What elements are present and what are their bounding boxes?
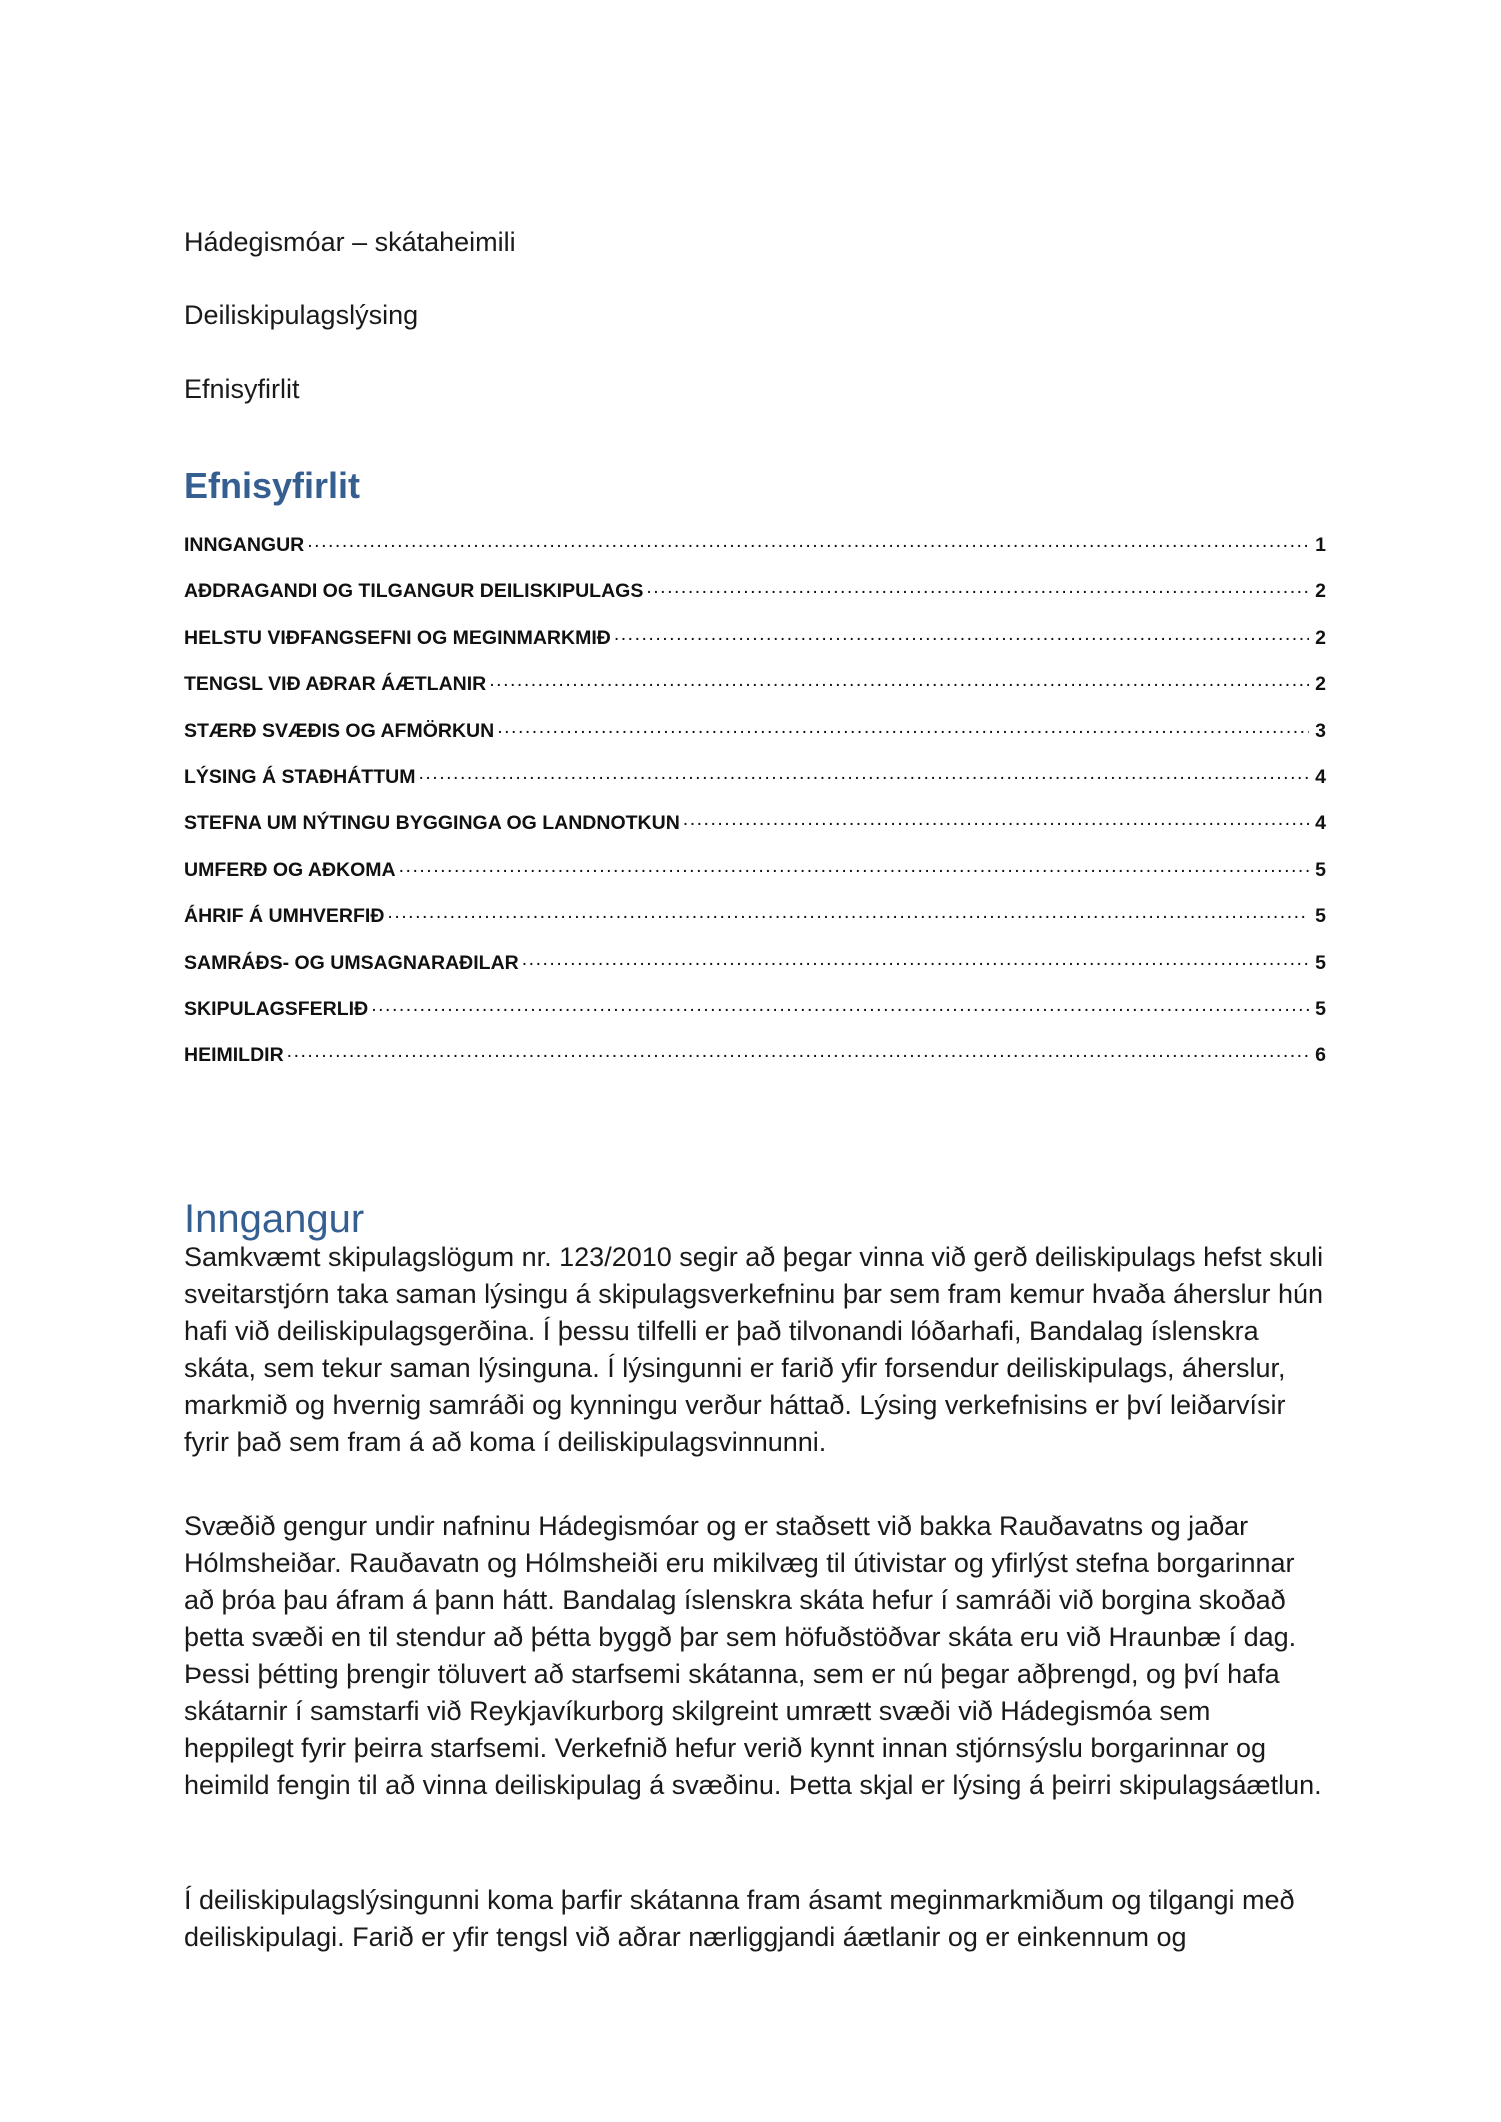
toc-entry-title: TENGSL VIÐ AÐRAR ÁÆTLANIR [184, 673, 487, 696]
toc-entry-page: 2 [1315, 626, 1326, 649]
toc-entry-title: UMFERÐ OG AÐKOMA [184, 858, 396, 881]
toc-entry-page: 6 [1315, 1044, 1326, 1067]
table-of-contents [184, 531, 1326, 1088]
document-title: Hádegismóar – skátaheimili [184, 227, 516, 257]
toc-dot-leader [418, 763, 1309, 783]
toc-entry-heimildir[interactable] [184, 1041, 1326, 1087]
toc-entry-stefna[interactable] [184, 809, 1326, 855]
toc-entry-ahrif[interactable] [184, 902, 1326, 948]
toc-heading: Efnisyfirlit [184, 465, 361, 506]
toc-dot-leader [646, 577, 1309, 597]
section-heading-inngangur: Inngangur [184, 1197, 365, 1241]
toc-entry-page: 5 [1315, 858, 1326, 881]
toc-entry-skipulagsferlid[interactable] [184, 995, 1326, 1041]
toc-entry-page: 5 [1315, 997, 1326, 1020]
toc-entry-title: STÆRÐ SVÆÐIS OG AFMÖRKUN [184, 719, 495, 742]
toc-entry-title: ÁHRIF Á UMHVERFIÐ [184, 905, 385, 928]
toc-entry-page: 3 [1315, 719, 1326, 742]
toc-dot-leader [497, 717, 1309, 737]
toc-entry-title: HELSTU VIÐFANGSEFNI OG MEGINMARKMIÐ [184, 626, 611, 649]
toc-dot-leader [371, 995, 1309, 1015]
toc-entry-umferd[interactable] [184, 856, 1326, 902]
toc-entry-page: 4 [1315, 765, 1326, 788]
toc-dot-leader [522, 949, 1309, 969]
toc-entry-page: 5 [1315, 951, 1326, 974]
toc-dot-leader [307, 531, 1309, 551]
toc-entry-title: SAMRÁÐS- OG UMSAGNARAÐILAR [184, 951, 519, 974]
intro-paragraph-1: Samkvæmt skipulagslögum nr. 123/2010 segir að þegar vinna við gerð deiliskipulags hefst skuli sveitarstjórn taka saman lýsingu á skipulagsverkefninu þar sem fram kemur hvaða áherslur hún hafi við deiliskipulagsgerðina. Í þessu tilfelli er það tilvonandi lóðarhafi, Bandalag íslenskra skáta, sem tekur saman lýsinguna. Í lýsingunni er farið yfir forsendur deiliskipulags, áherslur, markmið og hvernig samráði og kynningu verður háttað. Lýsing verkefnisins er því leiðarvísir fyrir það sem fram á að koma í deiliskipulagsvinnunni. [184, 1242, 1324, 1457]
toc-entry-page: 2 [1315, 673, 1326, 696]
intro-paragraph-2: Svæðið gengur undir nafninu Hádegismóar og er staðsett við bakka Rauðavatns og jaðar Hólmsheiðar. Rauðavatn og Hólmsheiði eru mikilvæg til útivistar og yfirlýst stefna borgarinnar að þróa þau áfram á þann hátt. Bandalag íslenskra skáta hefur í samráði við borgina skoðað þetta svæði en til stendur að þétta byggð þar sem höfuðstöðvar skáta eru við Hraunbæ í dag. Þessi þétting þrengir töluvert að starfsemi skátanna, sem er nú þegar aðþrengd, og því hafa skátarnir í samstarfi við Reykjavíkurborg skilgreint umrætt svæði við Hádegismóa sem heppilegt fyrir þeirra starfsemi. Verkefnið hefur verið kynnt innan stjórnsýslu borgarinnar og heimild fengin til að vinna deiliskipulag á svæðinu. Þetta skjal er lýsing á þeirri skipulagsáætlun. [184, 1511, 1322, 1800]
toc-entry-title: LÝSING Á STAÐHÁTTUM [184, 765, 416, 788]
toc-entry-page: 5 [1315, 905, 1326, 928]
toc-entry-page: 2 [1315, 580, 1326, 603]
toc-entry-title: INNGANGUR [184, 534, 305, 556]
toc-entry-inngangur[interactable] [184, 531, 1326, 577]
toc-dot-leader [614, 624, 1309, 644]
toc-entry-adragandi[interactable] [184, 577, 1326, 623]
toc-entry-tengsl[interactable] [184, 670, 1326, 716]
toc-dot-leader [399, 856, 1309, 876]
toc-entry-samrad[interactable] [184, 949, 1326, 995]
toc-entry-staerd[interactable] [184, 717, 1326, 763]
toc-dot-leader [387, 902, 1309, 922]
toc-dot-leader [489, 670, 1309, 690]
document-toc-label: Efnisyfirlit [184, 374, 300, 404]
toc-entry-page: 4 [1315, 812, 1326, 835]
toc-entry-page: 1 [1315, 534, 1326, 556]
toc-entry-title: HEIMILDIR [184, 1044, 284, 1067]
toc-dot-leader [287, 1041, 1309, 1061]
toc-entry-title: STEFNA UM NÝTINGU BYGGINGA OG LANDNOTKUN [184, 812, 680, 835]
toc-dot-leader [683, 809, 1309, 829]
intro-paragraph-3: Í deiliskipulagslýsingunni koma þarfir skátanna fram ásamt meginmarkmiðum og tilgangi með deiliskipulagi. Farið er yfir tengsl við aðrar nærliggjandi áætlanir og er einkennum og [184, 1885, 1295, 1952]
toc-entry-vidfangsefni[interactable] [184, 624, 1326, 670]
toc-entry-title: AÐDRAGANDI OG TILGANGUR DEILISKIPULAGS [184, 580, 644, 603]
toc-entry-lysing[interactable] [184, 763, 1326, 809]
document-subtitle: Deiliskipulagslýsing [184, 300, 419, 330]
toc-entry-title: SKIPULAGSFERLIÐ [184, 997, 369, 1020]
